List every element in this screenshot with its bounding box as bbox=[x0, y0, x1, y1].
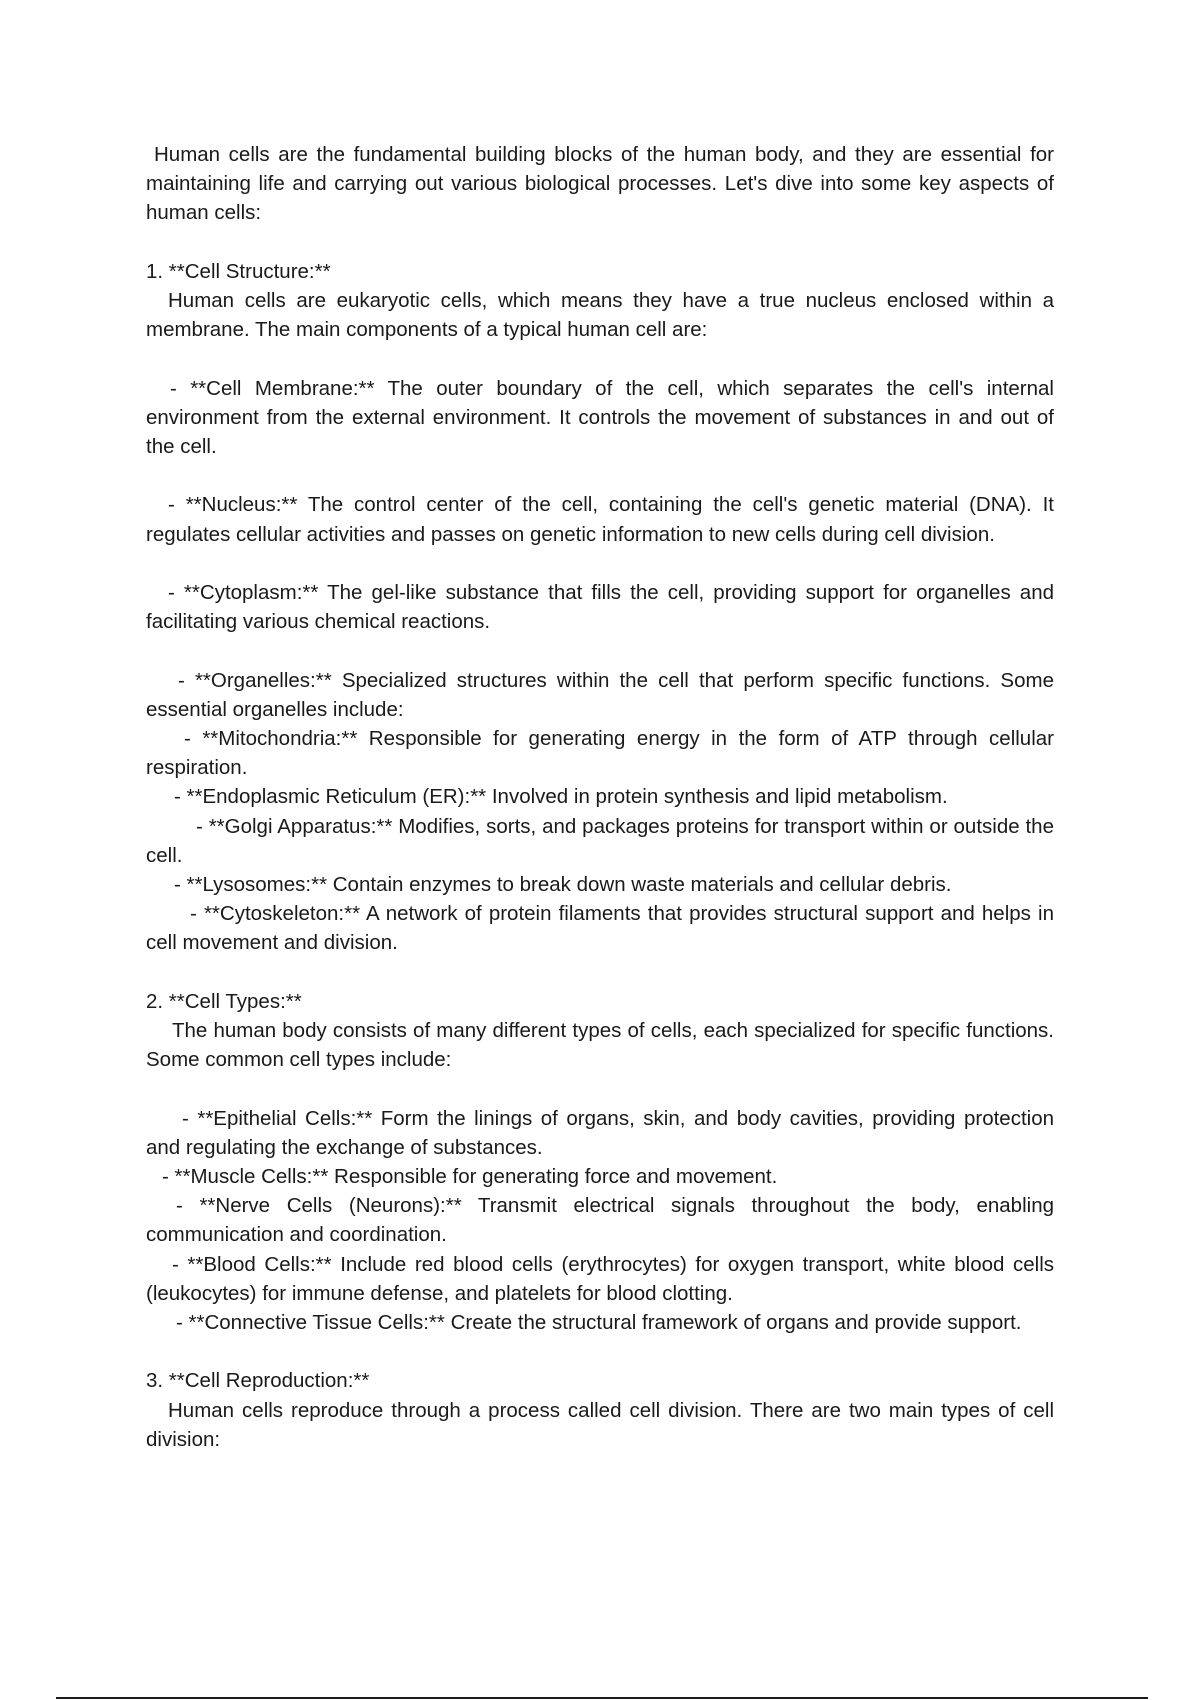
spacer bbox=[146, 636, 1054, 665]
cell-structure-intro: Human cells are eukaryotic cells, which means they have a true nucleus enclosed within a membrane. The main components of a typical human cell are: bbox=[146, 289, 1054, 342]
list-item-cell-membrane: - **Cell Membrane:** The outer boundary of the cell, which separates the cell's internal environment from the external environment. It controls the movement of substances in and out of the cell. bbox=[146, 376, 1054, 458]
page-bottom-rule bbox=[56, 1697, 1148, 1699]
list-item-blood-cells: - **Blood Cells:** Include red blood cells (erythrocytes) for oxygen transport, white blood cells (leukocytes) for immune defense, and platelets for blood clotting. bbox=[146, 1252, 1054, 1305]
spacer bbox=[146, 1074, 1054, 1103]
cell-types-intro: The human body consists of many different types of cells, each specialized for specific functions. Some common cell types include: bbox=[146, 1019, 1054, 1072]
list-item-endoplasmic-reticulum: - **Endoplasmic Reticulum (ER):** Involved in protein synthesis and lipid metabolism. bbox=[174, 785, 948, 809]
list-item-lysosomes: - **Lysosomes:** Contain enzymes to break down waste materials and cellular debris. bbox=[174, 873, 952, 896]
list-item-nerve-cells: - **Nerve Cells (Neurons):** Transmit electrical signals throughout the body, enabling communication and coordination. bbox=[146, 1194, 1054, 1247]
section-heading-cell-reproduction: 3. **Cell Reproduction:** bbox=[146, 1369, 370, 1393]
list-item-mitochondria: - **Mitochondria:** Responsible for generating energy in the form of ATP through cellular respiration. bbox=[146, 726, 1054, 780]
spacer bbox=[146, 549, 1054, 578]
spacer bbox=[146, 958, 1054, 987]
list-item-cytoplasm: - **Cytoplasm:** The gel-like substance that fills the cell, providing support for organelles and facilitating various chemical reactions. bbox=[146, 580, 1054, 634]
list-item-organelles: - **Organelles:** Specialized structures within the cell that perform specific functions. Some essential organelles include: bbox=[146, 668, 1054, 721]
list-item-connective-tissue-cells: - **Connective Tissue Cells:** Create the structural framework of organs and provide support. bbox=[176, 1311, 1022, 1335]
cell-reproduction-intro: Human cells reproduce through a process called cell division. There are two main types of cell division: bbox=[146, 1398, 1054, 1451]
spacer bbox=[146, 228, 1054, 257]
list-item-muscle-cells: - **Muscle Cells:** Responsible for generating force and movement. bbox=[162, 1165, 778, 1188]
list-item-epithelial-cells: - **Epithelial Cells:** Form the linings of organs, skin, and body cavities, providing protection and regulating the exchange of substances. bbox=[146, 1106, 1054, 1159]
intro-paragraph: Human cells are the fundamental building blocks of the human body, and they are essential for maintaining life and carrying out various biological processes. Let's dive into some key aspects of human cells: bbox=[146, 143, 1054, 225]
document-body bbox=[146, 140, 1054, 1454]
list-item-cytoskeleton: - **Cytoskeleton:** A network of protein filaments that provides structural support and helps in cell movement and division. bbox=[146, 902, 1054, 955]
list-item-golgi-apparatus: - **Golgi Apparatus:** Modifies, sorts, and packages proteins for transport within or outside the cell. bbox=[146, 814, 1054, 867]
list-item-nucleus: - **Nucleus:** The control center of the cell, containing the cell's genetic material (DNA). It regulates cellular activities and passes on genetic information to new cells during cell division. bbox=[146, 493, 1054, 546]
spacer bbox=[146, 344, 1054, 373]
spacer bbox=[146, 1337, 1054, 1366]
spacer bbox=[146, 461, 1054, 490]
section-heading-cell-types: 2. **Cell Types:** bbox=[146, 989, 302, 1013]
section-heading-cell-structure: 1. **Cell Structure:** bbox=[146, 259, 331, 283]
